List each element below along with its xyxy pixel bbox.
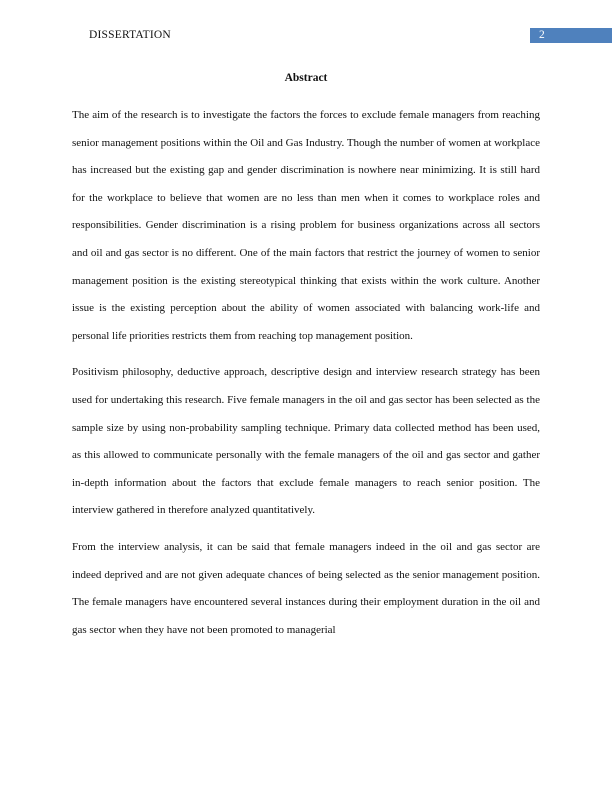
paragraph-1: The aim of the research is to investigate the factors the forces to exclude female managers from reaching senior management positions within the Oil and Gas Industry. Though the number of women at workplace has increased but the existing gap and gender discrimination is nowhere near minimizing. It is still hard for the workplace to believe that women are no less than men when it comes to workplace roles and responsibilities. Gender discrimination is a rising problem for business organizations across all sectors and oil and gas sector is no different. One of the main factors that restrict the journey of women to senior management position is the existing stereotypical thinking that exists within the work culture. Another issue is the existing perception about the ability of women associated with balancing work-life and personal life priorities restricts them from reaching top management position. xyxy=(72,109,540,342)
paragraph-3: From the interview analysis, it can be said that female managers indeed in the oil and gas sector are indeed deprived and are not given adequate chances of being selected as the senior management position. The female managers have encountered several instances during their employment duration in the oil and gas sector when they have not been promoted to managerial xyxy=(72,540,540,636)
paragraph-2: Positivism philosophy, deductive approach, descriptive design and interview research strategy has been used for undertaking this research. Five female managers in the oil and gas sector has been selected as the sample size by using non-probability sampling technique. Primary data collected method has been used, as this allowed to communicate personally with the female managers of the oil and gas sector and gather in-depth information about the factors that exclude female managers to reach senior position. The interview gathered in therefore analyzed quantitatively. xyxy=(72,366,540,517)
page-number: 2 xyxy=(539,29,545,41)
abstract-body xyxy=(72,102,540,653)
abstract-title: Abstract xyxy=(284,72,328,84)
running-head: DISSERTATION xyxy=(89,29,171,41)
page-number-badge xyxy=(530,28,612,43)
